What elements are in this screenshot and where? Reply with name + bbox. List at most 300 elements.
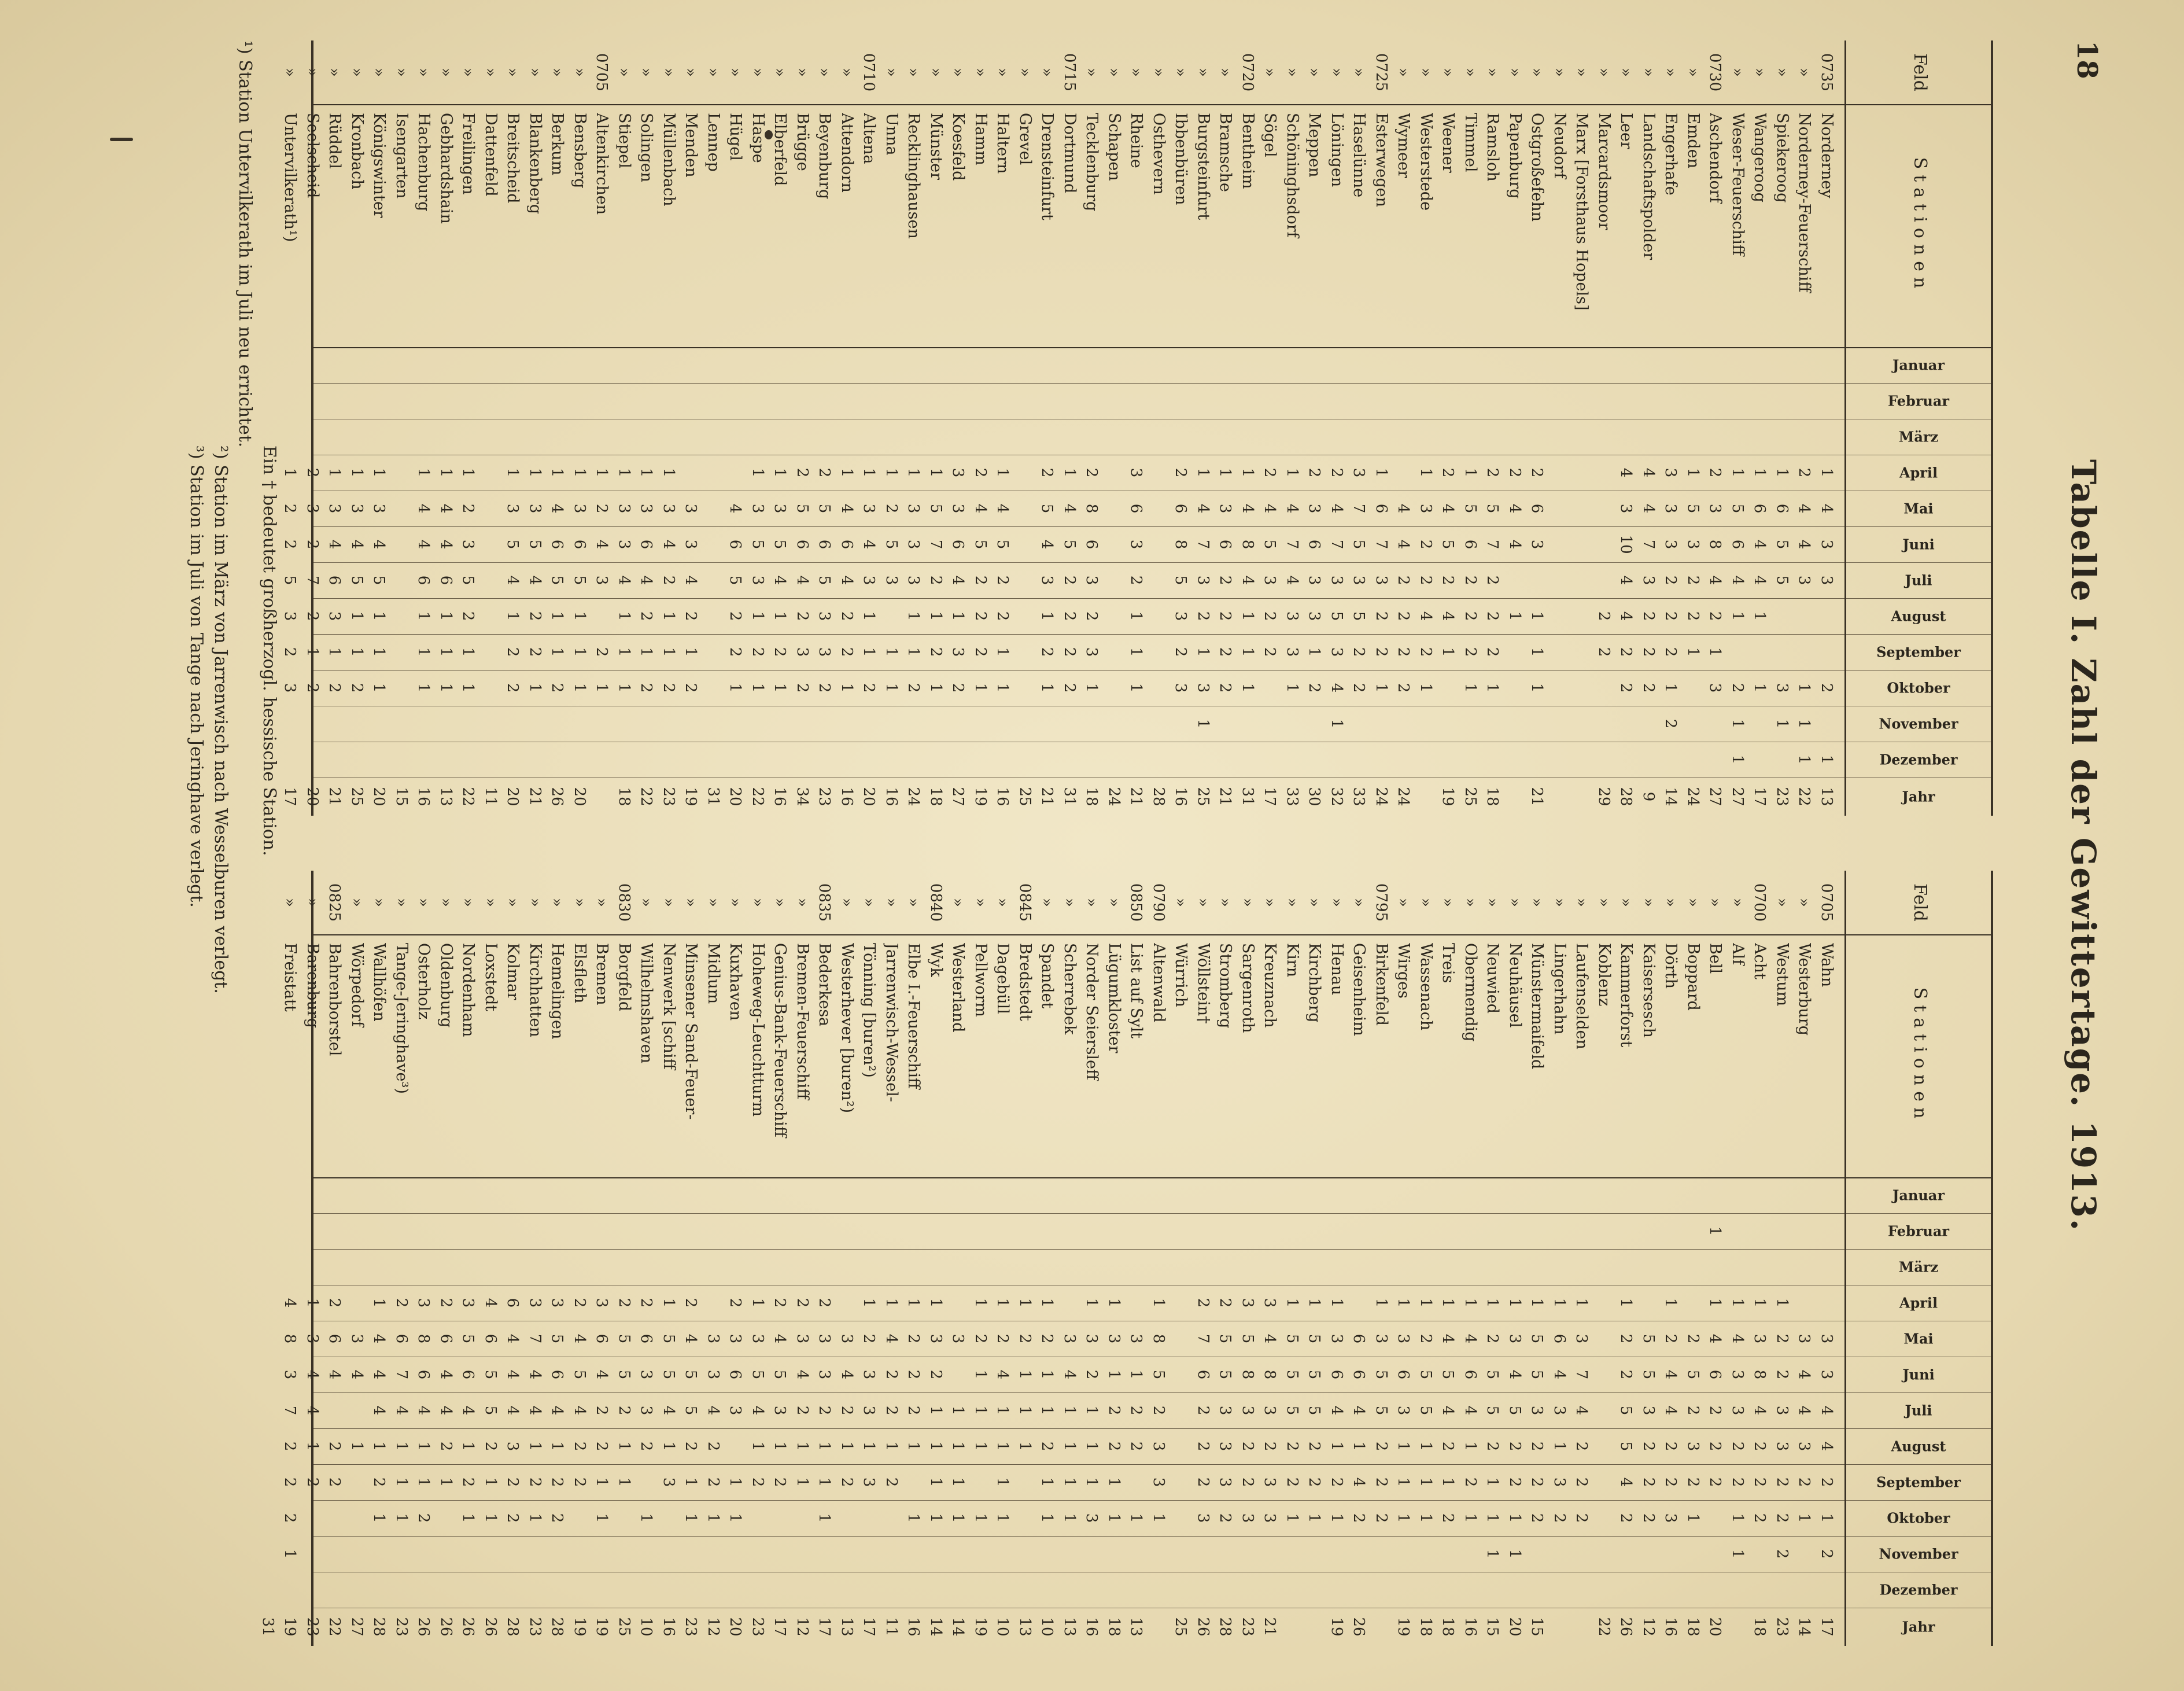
month-value: 8	[1239, 1369, 1256, 1380]
month-value: 1	[615, 1477, 633, 1487]
table-row	[1324, 40, 1349, 816]
month-value: 4	[1573, 1405, 1591, 1416]
month-value: 1	[1083, 1441, 1101, 1451]
station-name: Elberfeld	[771, 113, 790, 186]
month-value: 6	[1216, 539, 1234, 550]
table-row	[1725, 40, 1750, 816]
month-value: 1	[1150, 1298, 1167, 1308]
month-value: 1	[1462, 467, 1479, 478]
table-row	[1525, 871, 1550, 1646]
feld-cell: »	[1484, 898, 1502, 907]
month-value: 5	[370, 575, 388, 585]
feld-cell: »	[1439, 898, 1457, 907]
month-value: 6	[1373, 503, 1390, 514]
month-value: 2	[1061, 683, 1078, 693]
month-value: 2	[1038, 647, 1056, 657]
table-row	[946, 871, 971, 1646]
header-rule	[1844, 598, 1846, 634]
month-value: 3	[1083, 647, 1101, 657]
month-value: 2	[1305, 1441, 1323, 1451]
month-value: 1	[1038, 683, 1056, 693]
month-value: 4	[1394, 503, 1412, 514]
month-value: 3	[1706, 503, 1724, 514]
year-total: 18	[1684, 1617, 1702, 1637]
month-value: 1	[1439, 647, 1457, 657]
year-total: 10	[1038, 1617, 1056, 1637]
month-value: 4	[1729, 1333, 1746, 1344]
station-name: Spandet	[1038, 943, 1057, 1009]
month-header: Dezember	[1879, 751, 1958, 768]
station-name: Schapen	[1105, 113, 1123, 181]
month-value: 1	[1528, 647, 1546, 657]
table-row	[678, 40, 704, 816]
month-value: 2	[1216, 1513, 1234, 1523]
table-row	[1101, 40, 1127, 816]
year-total: 28	[1617, 787, 1635, 806]
month-header: Oktober	[1887, 1509, 1950, 1527]
year-total: 10	[637, 1617, 655, 1637]
year-total: 16	[1172, 787, 1190, 806]
month-value: 5	[1439, 539, 1457, 550]
table-row	[389, 871, 414, 1646]
month-value: 3	[682, 539, 700, 550]
feld-cell: »	[1150, 68, 1167, 77]
year-total: 21	[1528, 787, 1546, 806]
month-value: 2	[459, 503, 477, 514]
month-value: 4	[1328, 1405, 1345, 1416]
table-row	[700, 40, 726, 816]
month-value: 2	[927, 575, 945, 585]
year-total: 29	[1595, 787, 1613, 806]
month-value: 3	[348, 1333, 366, 1344]
feld-cell: »	[883, 898, 900, 907]
year-total: 21	[1216, 787, 1234, 806]
month-value: 1	[660, 647, 677, 657]
month-value: 2	[1038, 1333, 1056, 1344]
year-total: 22	[1595, 1617, 1613, 1637]
station-name: Wymeer	[1394, 113, 1413, 178]
table-row	[545, 40, 570, 816]
table-row	[589, 40, 615, 816]
feld-cell: »	[1261, 898, 1279, 907]
month-value: 4	[860, 539, 878, 550]
month-value: 5	[1684, 503, 1702, 514]
station-name: Brügge	[794, 113, 811, 171]
station-name: Loxstedt	[482, 943, 500, 1012]
month-value: 2	[571, 1477, 588, 1487]
month-value: 4	[1706, 575, 1724, 585]
month-value: 1	[1528, 683, 1546, 693]
month-value: 1	[994, 647, 1012, 657]
feld-cell: »	[771, 898, 789, 907]
station-name: Dortmund	[1061, 113, 1079, 194]
month-value: 7	[393, 1369, 410, 1380]
month-value: 1	[326, 467, 344, 478]
month-value: 5	[1283, 1369, 1301, 1380]
month-value: 2	[682, 1298, 700, 1308]
year-total: 17	[860, 1617, 878, 1637]
month-value: 2	[1706, 1405, 1724, 1416]
month-value: 5	[749, 1369, 766, 1380]
month-value: 5	[459, 575, 477, 585]
month-value: 3	[1662, 503, 1680, 514]
month-value: 2	[593, 1405, 611, 1416]
station-name: Boppard	[1684, 943, 1702, 1011]
month-value: 4	[660, 1405, 677, 1416]
year-total: 26	[1194, 1617, 1212, 1637]
month-value: 4	[1061, 1369, 1078, 1380]
month-value: 1	[883, 1441, 900, 1451]
month-value: 1	[1105, 1369, 1123, 1380]
month-value: 4	[1617, 575, 1635, 585]
table-row	[1614, 40, 1639, 816]
month-value: 3	[749, 575, 766, 585]
feld-cell: »	[749, 68, 766, 77]
month-value: 1	[1216, 467, 1234, 478]
month-header: Dezember	[1879, 1581, 1958, 1598]
month-value: 1	[1328, 1513, 1345, 1523]
page-number: 18	[2071, 40, 2103, 79]
month-value: 4	[526, 575, 544, 585]
month-value: 3	[615, 503, 633, 514]
month-value: 1	[593, 467, 611, 478]
month-value: 1	[1061, 1477, 1078, 1487]
month-value: 1	[905, 611, 923, 621]
month-value: 5	[794, 503, 811, 514]
month-value: 4	[1751, 1405, 1769, 1416]
month-value: 1	[1105, 1477, 1123, 1487]
month-value: 4	[393, 1405, 410, 1416]
month-value: 1	[526, 683, 544, 693]
table-row	[1035, 871, 1060, 1646]
month-value: 1	[972, 683, 989, 693]
station-name: Ramsloh	[1484, 113, 1502, 182]
month-value: 1	[415, 647, 433, 657]
month-value: 1	[1283, 1298, 1301, 1308]
year-total: 27	[1706, 787, 1724, 806]
feld-cell: »	[393, 898, 410, 907]
month-value: 5	[615, 1369, 633, 1380]
year-total: 11	[482, 787, 499, 806]
header-rule	[1844, 634, 1846, 670]
month-value: 1	[1729, 1298, 1746, 1308]
month-value: 1	[393, 1477, 410, 1487]
year-total: 25	[1172, 1617, 1190, 1637]
month-value: 2	[1462, 575, 1479, 585]
feld-cell: »	[1551, 898, 1568, 907]
month-value: 3	[326, 611, 344, 621]
table-row	[923, 871, 949, 1646]
feld-cell: »	[1617, 898, 1635, 907]
month-value: 2	[1662, 1477, 1680, 1487]
month-value: 2	[927, 1369, 945, 1380]
month-value: 1	[1127, 647, 1145, 657]
month-value: 2	[504, 1477, 522, 1487]
station-name: Wyk	[927, 943, 945, 977]
month-value: 3	[1172, 683, 1190, 693]
month-value: 1	[1394, 1477, 1412, 1487]
month-header: Juli	[1905, 1402, 1932, 1419]
month-value: 2	[1439, 1441, 1457, 1451]
month-value: 5	[1506, 1405, 1523, 1416]
month-value: 1	[771, 467, 789, 478]
month-value: 3	[1105, 1333, 1123, 1344]
year-total: 16	[1462, 1617, 1479, 1637]
month-value: 5	[1640, 1369, 1657, 1380]
month-value: 6	[1729, 539, 1746, 550]
table-row	[1480, 40, 1506, 816]
month-value: 5	[972, 539, 989, 550]
month-value: 2	[883, 1369, 900, 1380]
table-row	[1703, 40, 1728, 816]
month-value: 4	[504, 575, 522, 585]
feld-cell: »	[1350, 898, 1368, 907]
month-value: 2	[1239, 1477, 1256, 1487]
month-value: 5	[1283, 1333, 1301, 1344]
month-value: 3	[1127, 467, 1145, 478]
table-row	[522, 40, 548, 816]
station-name: Obermendig	[1462, 943, 1480, 1042]
year-total: 26	[459, 1617, 477, 1637]
year-total: 24	[1373, 787, 1390, 806]
month-value: 4	[1439, 503, 1457, 514]
station-name: Gebhardshain	[437, 113, 455, 224]
feld-cell: »	[1261, 68, 1279, 77]
month-value: 1	[1394, 1513, 1412, 1523]
month-value: 4	[1350, 1405, 1368, 1416]
table-row	[1146, 40, 1171, 816]
month-value: 5	[1216, 1333, 1234, 1344]
month-value: 1	[660, 1298, 677, 1308]
month-value: 1	[749, 683, 766, 693]
month-value: 1	[1528, 611, 1546, 621]
month-value: 4	[838, 1369, 855, 1380]
year-total: 17	[771, 1617, 789, 1637]
table-row	[1057, 40, 1082, 816]
month-value: 1	[593, 683, 611, 693]
feld-cell: »	[1506, 68, 1523, 77]
table-row	[1235, 871, 1260, 1646]
month-value: 3	[1194, 575, 1212, 585]
feld-cell: »	[771, 68, 789, 77]
month-value: 1	[794, 1441, 811, 1451]
station-name: Breitscheid	[504, 113, 522, 204]
table-row	[1012, 871, 1038, 1646]
month-value: 7	[1373, 539, 1390, 550]
month-value: 4	[972, 503, 989, 514]
station-name: Kirchberg	[1305, 943, 1324, 1023]
table-row	[611, 871, 637, 1646]
station-name: Oldenburg	[437, 943, 455, 1028]
year-total: 19	[281, 1617, 299, 1637]
month-value: 2	[1595, 611, 1613, 621]
feld-cell: »	[593, 898, 611, 907]
feld-cell: »	[860, 898, 878, 907]
station-name: Jarrenwisch-Wessel-	[883, 943, 901, 1102]
month-value: 1	[1194, 647, 1212, 657]
month-value: 1	[1373, 683, 1390, 693]
table-row	[879, 40, 904, 816]
month-value: 4	[682, 1333, 700, 1344]
month-value: 4	[1328, 503, 1345, 514]
month-header: April	[1899, 464, 1938, 481]
month-value: 4	[794, 575, 811, 585]
feld-cell: »	[1038, 68, 1056, 77]
month-value: 2	[304, 611, 321, 621]
month-value: 1	[704, 1513, 722, 1523]
month-value: 2	[304, 683, 321, 693]
month-value: 1	[526, 467, 544, 478]
month-value: 5	[1439, 1369, 1457, 1380]
year-total: 13	[1818, 787, 1835, 806]
month-value: 1	[1751, 611, 1769, 621]
station-name: Altena	[860, 113, 879, 164]
month-value: 5	[1305, 1369, 1323, 1380]
table-row	[923, 40, 949, 816]
month-value: 3	[526, 1298, 544, 1308]
feld-cell: »	[1506, 898, 1523, 907]
month-value: 4	[1462, 1333, 1479, 1344]
year-total: 33	[1350, 787, 1368, 806]
table-row	[389, 40, 414, 816]
month-value: 1	[860, 1298, 878, 1308]
month-value: 6	[326, 1333, 344, 1344]
month-value: 1	[1484, 1298, 1502, 1308]
month-value: 1	[949, 1441, 967, 1451]
month-value: 4	[1729, 575, 1746, 585]
month-value: 2	[281, 503, 299, 514]
table-row	[322, 40, 348, 816]
feld-cell: »	[504, 68, 522, 77]
month-value: 2	[794, 1405, 811, 1416]
station-name: Altenkirchen	[593, 113, 611, 215]
year-total: 23	[526, 1617, 544, 1637]
month-value: 3	[1662, 467, 1680, 478]
month-value: 1	[1038, 1405, 1056, 1416]
table-row	[1436, 40, 1461, 816]
month-value: 5	[1417, 1405, 1434, 1416]
month-value: 3	[1216, 503, 1234, 514]
table-row	[968, 871, 993, 1646]
feld-cell: »	[1105, 68, 1123, 77]
month-value: 2	[972, 647, 989, 657]
month-value: 6	[794, 539, 811, 550]
month-value: 3	[1751, 1333, 1769, 1344]
month-value: 3	[860, 575, 878, 585]
month-value: 3	[1305, 503, 1323, 514]
year-header: Jahr	[1902, 788, 1935, 805]
month-value: 3	[726, 1333, 744, 1344]
month-value: 1	[615, 647, 633, 657]
station-name: Papenburg	[1506, 113, 1524, 199]
month-value: 1	[415, 1441, 433, 1451]
month-value: 2	[883, 1477, 900, 1487]
year-total: 16	[1083, 1617, 1101, 1637]
feld-cell: »	[526, 68, 544, 77]
month-value: 1	[1818, 754, 1835, 765]
year-total: 12	[1640, 1617, 1657, 1637]
month-value: 2	[281, 1513, 299, 1523]
station-name: Bremen-Feuerschiff	[794, 943, 811, 1100]
month-value: 1	[1417, 1513, 1434, 1523]
month-value: 1	[526, 1513, 544, 1523]
year-total: 31	[1239, 787, 1256, 806]
station-name: Altenwald	[1150, 943, 1168, 1023]
month-value: 6	[504, 1298, 522, 1308]
month-value: 3	[1551, 1405, 1568, 1416]
month-value: 2	[1305, 1477, 1323, 1487]
month-value: 1	[1083, 683, 1101, 693]
month-value: 3	[1773, 683, 1791, 693]
feld-cell: »	[905, 898, 923, 907]
month-value: 1	[1083, 1405, 1101, 1416]
feld-cell: »	[1795, 898, 1813, 907]
month-value: 3	[326, 503, 344, 514]
month-value: 1	[1061, 1513, 1078, 1523]
month-value: 2	[1795, 1477, 1813, 1487]
month-value: 2	[1773, 1369, 1791, 1380]
month-value: 6	[1394, 1369, 1412, 1380]
month-value: 3	[1573, 1333, 1591, 1344]
left-table	[281, 40, 1993, 816]
month-value: 2	[1773, 1333, 1791, 1344]
table-row	[344, 40, 370, 816]
month-value: 5	[1216, 1369, 1234, 1380]
month-value: 6	[437, 1333, 455, 1344]
month-value: 1	[927, 1513, 945, 1523]
month-value: 1	[1706, 1298, 1724, 1308]
month-value: 5	[1239, 1333, 1256, 1344]
month-value: 3	[1684, 539, 1702, 550]
station-name: Acht	[1751, 943, 1769, 979]
year-total: 26	[437, 1617, 455, 1637]
table-row	[1124, 871, 1149, 1646]
month-value: 1	[1150, 1513, 1167, 1523]
year-total: 12	[704, 1617, 722, 1637]
month-value: 2	[816, 467, 833, 478]
station-name: Kronbach	[348, 113, 366, 190]
month-value: 5	[749, 539, 766, 550]
month-value: 3	[1795, 1441, 1813, 1451]
month-value: 5	[1038, 503, 1056, 514]
month-value: 1	[927, 467, 945, 478]
station-name: Birkenfeld	[1373, 943, 1390, 1026]
month-value: 3	[1261, 1405, 1279, 1416]
station-name: Marcardsmoor	[1595, 113, 1613, 230]
month-value: 2	[816, 1298, 833, 1308]
month-value: 2	[504, 1513, 522, 1523]
month-value: 3	[860, 1405, 878, 1416]
month-value: 4	[281, 1298, 299, 1308]
month-value: 4	[1439, 1333, 1457, 1344]
month-value: 1	[994, 1477, 1012, 1487]
month-value: 2	[1662, 611, 1680, 621]
month-value: 3	[704, 1369, 722, 1380]
year-total: 22	[459, 787, 477, 806]
month-value: 7	[304, 575, 321, 585]
year-total: 17	[1751, 787, 1769, 806]
month-value: 1	[927, 611, 945, 621]
month-value: 6	[415, 1369, 433, 1380]
month-value: 5	[504, 539, 522, 550]
station-name: Westerburg	[1795, 943, 1814, 1036]
month-value: 5	[348, 575, 366, 585]
month-value: 2	[1484, 467, 1502, 478]
table-row	[678, 871, 704, 1646]
month-value: 2	[1773, 1513, 1791, 1523]
month-value: 4	[771, 575, 789, 585]
table-row	[1436, 871, 1461, 1646]
